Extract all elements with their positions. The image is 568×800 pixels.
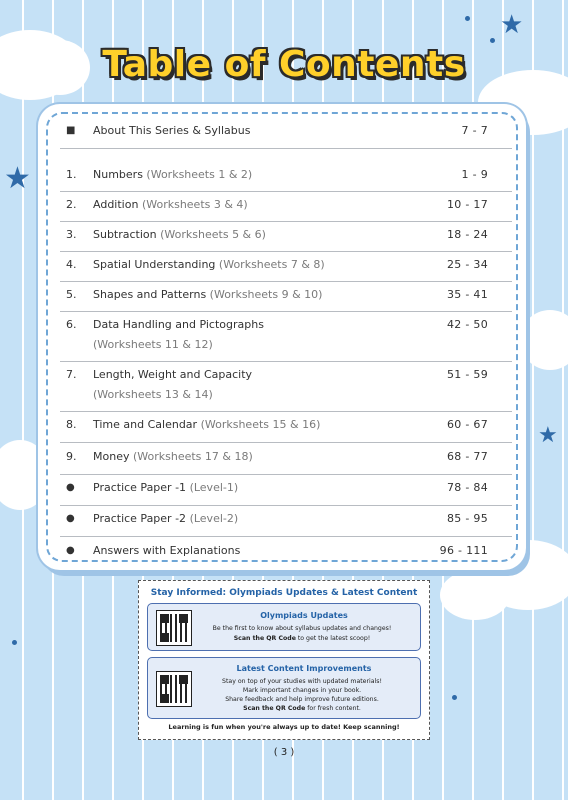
dot-decoration xyxy=(490,38,495,43)
toc-row[interactable] xyxy=(60,481,512,506)
toc-worksheets: (Worksheets 9 & 10) xyxy=(209,288,323,301)
updates-scan-line xyxy=(188,635,416,642)
updates-info-card xyxy=(138,580,430,740)
dot-decoration xyxy=(12,640,17,645)
content-scan-rest: for fresh content. xyxy=(307,705,361,712)
toc-row[interactable] xyxy=(60,168,512,192)
qr-code-icon[interactable] xyxy=(156,671,192,707)
toc-label: Length, Weight and Capacity xyxy=(93,368,253,381)
toc-pages: 60 - 67 xyxy=(446,418,488,431)
toc-number: 4. xyxy=(66,258,77,271)
toc-number: 6. xyxy=(66,318,77,331)
page-number: ( 3 ) xyxy=(273,747,295,758)
content-improvements-box xyxy=(147,657,421,719)
toc-worksheets: (Worksheets 1 & 2) xyxy=(146,168,253,181)
toc-row[interactable] xyxy=(60,450,512,475)
toc-number: 3. xyxy=(66,228,77,241)
toc-label: Spatial Understanding xyxy=(93,258,216,271)
toc-number: 7. xyxy=(66,368,77,381)
olympiad-updates-box xyxy=(147,603,421,651)
toc-card xyxy=(38,104,526,570)
toc-row[interactable] xyxy=(60,258,512,282)
toc-row[interactable] xyxy=(60,228,512,252)
toc-pages: 42 - 50 xyxy=(446,318,488,331)
toc-worksheets: (Worksheets 5 & 6) xyxy=(160,228,266,241)
toc-pages: 68 - 77 xyxy=(446,450,488,463)
toc-number: 9. xyxy=(66,450,77,463)
qr-code-icon[interactable] xyxy=(156,610,192,646)
cloud-decoration xyxy=(520,310,568,370)
toc-row[interactable] xyxy=(60,124,512,149)
toc-pages: 51 - 59 xyxy=(446,368,488,381)
toc-label: Practice Paper -2 xyxy=(93,512,187,525)
toc-label: Shapes and Patterns xyxy=(93,288,207,301)
scan-qr-text: Scan the QR Code xyxy=(243,705,306,712)
toc-row[interactable] xyxy=(60,318,512,362)
star-icon: ★ xyxy=(538,423,558,448)
toc-label: Data Handling and Pictographs xyxy=(93,318,264,331)
toc-number: 8. xyxy=(66,418,77,431)
toc-pages: 35 - 41 xyxy=(446,288,488,301)
toc-number: 5. xyxy=(66,288,77,301)
page-title: Table of Contents xyxy=(102,44,466,85)
square-bullet: ■ xyxy=(66,125,76,136)
toc-worksheets: (Level-1) xyxy=(189,481,239,494)
content-line: Share feedback and help improve future editions. xyxy=(225,696,379,703)
toc-pages: 85 - 95 xyxy=(446,512,488,525)
toc-row[interactable] xyxy=(60,198,512,222)
toc-pages: 25 - 34 xyxy=(446,258,488,271)
content-title: Latest Content Improvements xyxy=(236,664,372,673)
updates-title: Olympiads Updates xyxy=(260,611,348,620)
toc-pages: 7 - 7 xyxy=(461,124,488,137)
cloud-decoration xyxy=(440,570,510,620)
toc-worksheets: (Worksheets 11 & 12) xyxy=(93,338,213,351)
toc-label: Practice Paper -1 xyxy=(93,481,187,494)
toc-row[interactable] xyxy=(60,418,512,443)
content-line: Stay on top of your studies with updated materials! xyxy=(222,678,382,685)
toc-pages: 10 - 17 xyxy=(446,198,488,211)
content-line: Mark important changes in your book. xyxy=(242,687,362,694)
toc-label: Time and Calendar xyxy=(93,418,198,431)
toc-pages: 1 - 9 xyxy=(461,168,488,181)
star-icon: ★ xyxy=(500,10,524,40)
info-footer: Learning is fun when you're always up to date! Keep scanning! xyxy=(168,723,400,731)
toc-pages: 96 - 111 xyxy=(439,544,488,557)
toc-label: About This Series & Syllabus xyxy=(93,124,251,137)
toc-row[interactable] xyxy=(60,544,512,564)
toc-worksheets: (Worksheets 3 & 4) xyxy=(141,198,248,211)
star-icon: ★ xyxy=(4,161,31,196)
dot-decoration xyxy=(452,695,457,700)
toc-number: 2. xyxy=(66,198,77,211)
round-bullet: ● xyxy=(66,545,75,556)
toc-worksheets: (Worksheets 13 & 14) xyxy=(93,388,213,401)
toc-label: Subtraction xyxy=(93,228,157,241)
toc-pages: 78 - 84 xyxy=(446,481,488,494)
updates-line: Be the first to know about syllabus updates and changes! xyxy=(212,625,392,632)
round-bullet: ● xyxy=(66,513,75,524)
updates-scan-rest: to get the latest scoop! xyxy=(297,635,371,642)
toc-row[interactable] xyxy=(60,368,512,412)
toc-label: Money xyxy=(93,450,130,463)
toc-worksheets: (Level-2) xyxy=(189,512,239,525)
scan-qr-text: Scan the QR Code xyxy=(233,635,296,642)
round-bullet: ● xyxy=(66,482,75,493)
toc-label: Numbers xyxy=(93,168,143,181)
toc-pages: 18 - 24 xyxy=(446,228,488,241)
toc-label: Addition xyxy=(93,198,139,211)
toc-label: Answers with Explanations xyxy=(93,544,241,557)
toc-worksheets: (Worksheets 15 & 16) xyxy=(200,418,321,431)
content-scan-line xyxy=(188,705,416,712)
toc-row[interactable] xyxy=(60,288,512,312)
toc-worksheets: (Worksheets 17 & 18) xyxy=(132,450,253,463)
info-heading: Stay Informed: Olympiads Updates & Latest Content xyxy=(150,588,418,598)
toc-worksheets: (Worksheets 7 & 8) xyxy=(218,258,325,271)
toc-row[interactable] xyxy=(60,512,512,537)
dot-decoration xyxy=(465,16,470,21)
toc-number: 1. xyxy=(66,168,77,181)
